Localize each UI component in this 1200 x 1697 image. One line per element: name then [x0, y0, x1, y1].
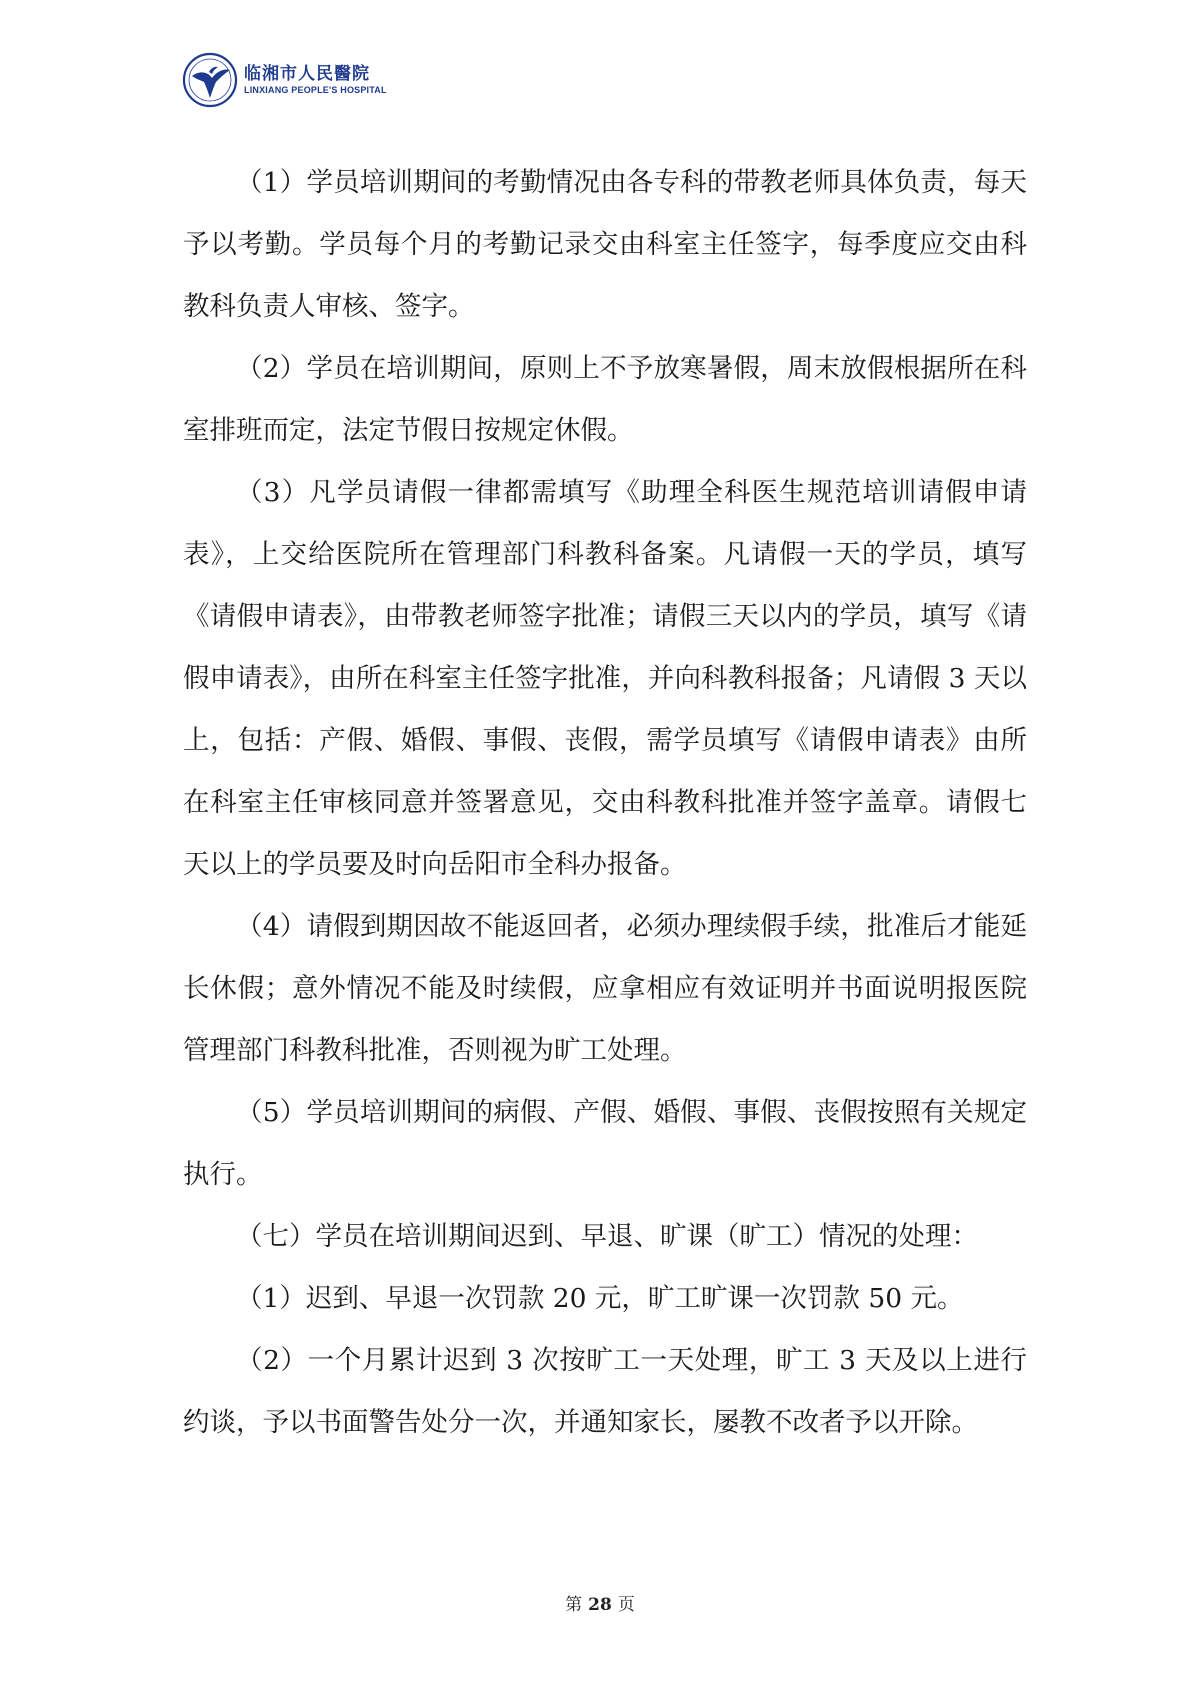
paragraph-leave-types: （5）学员培训期间的病假、产假、婚假、事假、丧假按照有关规定执行。 — [183, 1097, 1027, 1190]
paragraph-holidays: （2）学员在培训期间，原则上不予放寒暑假，周末放假根据所在科室排班而定，法定节假日按规定休假。 — [183, 353, 1027, 446]
logo-chinese-name: 临湘市人民醫院 — [244, 64, 370, 84]
page-footer — [0, 1590, 1200, 1615]
page-suffix: 页 — [617, 1595, 635, 1615]
document-body — [183, 152, 1027, 1454]
hospital-bird-logo-icon — [182, 52, 238, 108]
paragraph-fines: （1）迟到、早退一次罚款 20 元，旷工旷课一次罚款 50 元。 — [236, 1283, 964, 1314]
paragraph-attendance: （1）学员培训期间的考勤情况由各专科的带教老师具体负责，每天予以考勤。学员每个月的考勤记录交由科室主任签字，每季度应交由科教科负责人审核、签字。 — [183, 167, 1027, 322]
hospital-logo — [182, 52, 387, 108]
section-heading-absence: （七）学员在培训期间迟到、早退、旷课（旷工）情况的处理： — [236, 1221, 978, 1252]
paragraph-leave-request: （3）凡学员请假一律都需填写《助理全科医生规范培训请假申请表》，上交给医院所在管理部门科教科备案。凡请假一天的学员，填写《请假申请表》，由带教老师签字批准；请假三天以内的学员，填写《请假申请表》，由所在科室主任签字批准，并向科教科报备；凡请假 3 天以上，包括：产假、婚假、事假、丧假，需学员填写《请假申请表》由所在科室主任审核同意并签署意见，交由科教科批准并签字盖章。请假七天以上的学员要及时向岳阳市全科办报备。 — [183, 477, 1027, 880]
paragraph-warnings: （2）一个月累计迟到 3 次按旷工一天处理，旷工 3 天及以上进行约谈，予以书面警告处分一次，并通知家长，屡教不改者予以开除。 — [183, 1345, 1027, 1438]
logo-english-name: LINXIANG PEOPLE'S HOSPITAL — [244, 85, 387, 95]
paragraph-leave-extension: （4）请假到期因故不能返回者，必须办理续假手续，批准后才能延长休假；意外情况不能及时续假，应拿相应有效证明并书面说明报医院管理部门科教科批准，否则视为旷工处理。 — [183, 911, 1027, 1066]
page-number: 28 — [588, 1595, 612, 1615]
page-prefix: 第 — [565, 1595, 583, 1615]
